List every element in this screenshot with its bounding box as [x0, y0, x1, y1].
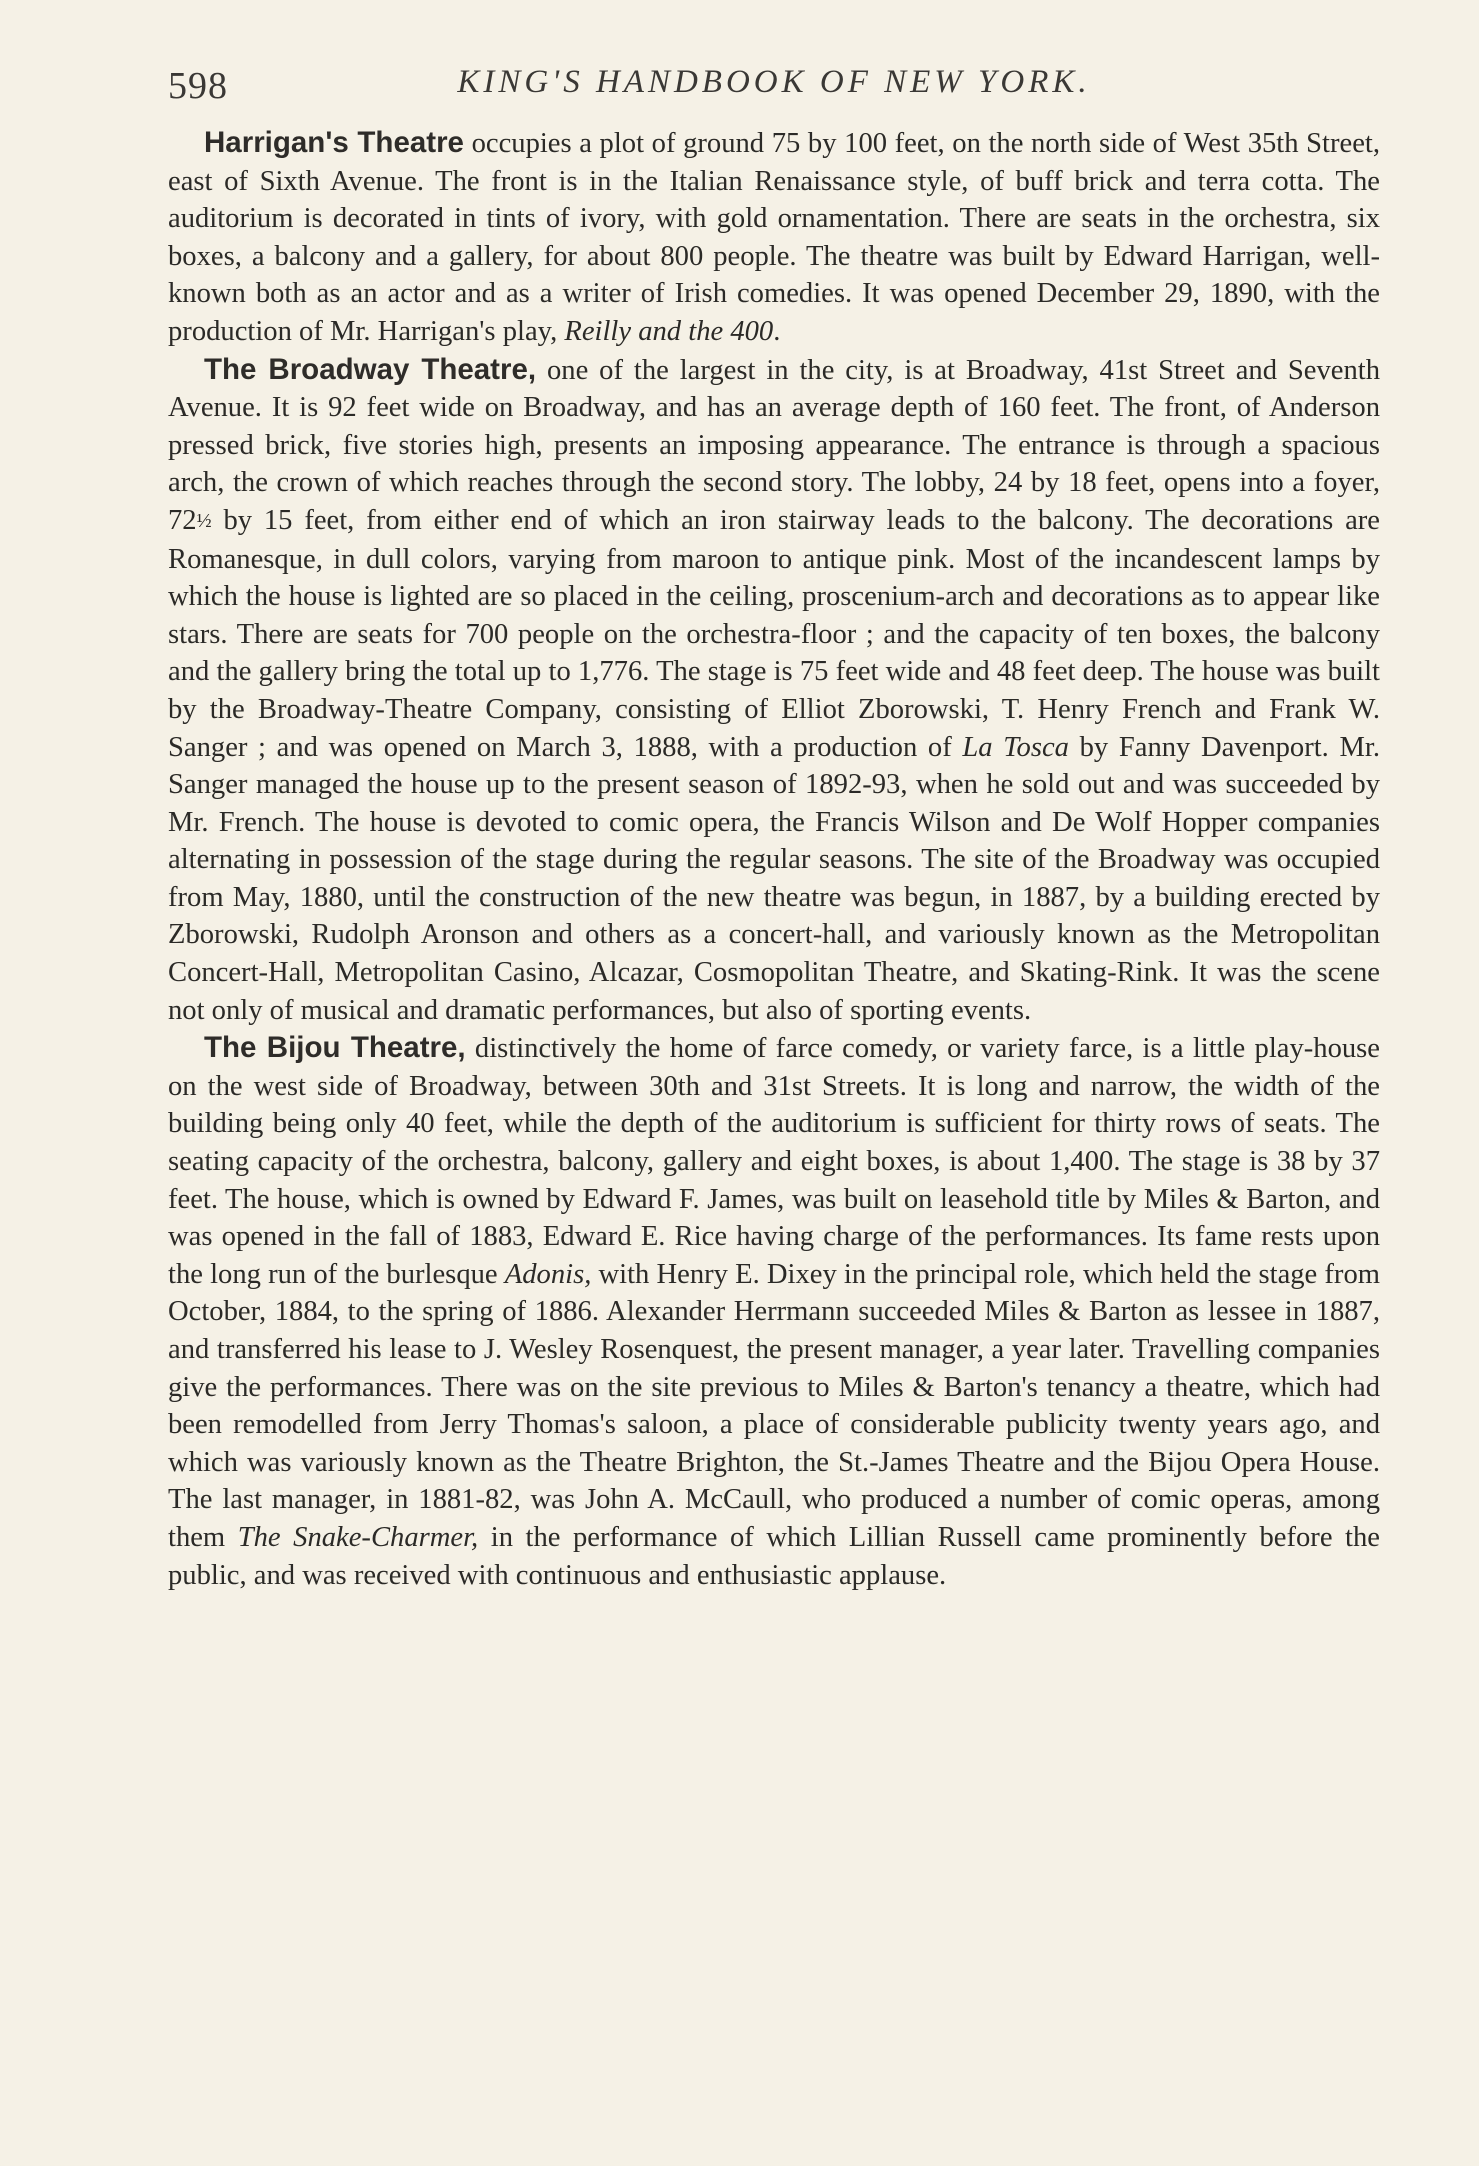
- bijou-text-3: in the performance of which Lillian Russell came prominently before the public, and was received with continuous and enthusiastic applause.: [168, 1521, 1380, 1591]
- page-number: 598: [168, 65, 228, 107]
- broadway-text-1: one of the largest in the city, is at Broadway, 41st Street and Seventh Avenue. It is 92 feet wide on Broadway, and has an average depth of 160 feet. The front, of Anderson pressed brick, five stories high, presents an imposing appearance. The entrance is through a spacious arch, the crown of which reaches through the second story. The lobby, 24 by 18 feet, opens into a foyer, 72: [168, 354, 1381, 536]
- fraction-half: ½: [196, 509, 212, 532]
- play-title-snake-charmer: The Snake-Charmer,: [237, 1521, 479, 1553]
- broadway-text-2: by 15 feet, from either end of which an iron stairway leads to the balcony. The decorations are Romanesque, in dull colors, varying from maroon to antique pink. Most of the incandescent lamps by which the house is lighted are so placed in the ceiling, proscenium-arch and decorations as to appear like stars. There are seats for 700 people on the orchestra-floor ; and the capacity of ten boxes, the balcony and the gallery bring the total up to 1,776. The stage is 75 feet wide and 48 feet deep. The house was built by the Broadway-Theatre Company, consisting of Elliot Zborowski, T. Henry French and Frank W. Sanger ; and was opened on March 3, 1888, with a production of: [168, 504, 1380, 763]
- broadway-text-3: by Fanny Davenport. Mr. Sanger managed the house up to the present season of 1892-93, when he sold out and was succeeded by Mr. French. The house is devoted to comic opera, the Francis Wilson and De Wolf Hopper companies alternating in possession of the stage during the regular seasons. The site of the Broadway was occupied from May, 1880, until the construction of the new theatre was begun, in 1887, by a building erected by Zborowski, Rudolph Aronson and others as a concert-hall, and variously known as the Metropolitan Concert-Hall, Metropolitan Casino, Alcazar, Cosmopolitan Theatre, and Skating-Rink. It was the scene not only of musical and dramatic performances, but also of sporting events.: [168, 731, 1380, 1026]
- paragraph-harrigans-theatre: [168, 124, 1380, 351]
- play-title-adonis: Adonis,: [504, 1258, 592, 1290]
- running-head: [168, 58, 1380, 118]
- harrigan-text-end: .: [773, 315, 781, 347]
- paragraph-bijou-theatre: [168, 1029, 1380, 1594]
- lead-harrigans-theatre: Harrigan's Theatre: [204, 126, 464, 159]
- lead-bijou-theatre: The Bijou Theatre,: [204, 1031, 466, 1065]
- bijou-text-1: distinctively the home of farce comedy, or variety farce, is a little play-house on the west side of Broadway, between 30th and 31st Streets. It is long and narrow, the width of the building being only 40 feet, while the depth of the auditorium is sufficient for thirty rows of seats. The seating capacity of the orchestra, balcony, gallery and eight boxes, is about 1,400. The stage is 38 by 37 feet. The house, which is owned by Edward F. James, was built on leasehold title by Miles & Barton, and was opened in the fall of 1883, Edward E. Rice having charge of the performances. Its fame rests upon the long run of the burlesque: [168, 1033, 1380, 1290]
- bijou-text-2: with Henry E. Dixey in the principal role, which held the stage from October, 1884, to the spring of 1886. Alexander Herrmann succeeded Miles & Barton as lessee in 1887, and transferred his lease to J. Wesley Rosenquest, the present manager, a year later. Travelling companies give the performances. There was on the site previous to Miles & Barton's tenancy a theatre, which had been remodelled from Jerry Thomas's saloon, a place of considerable publicity twenty years ago, and which was variously known as the Theatre Brighton, the St.-James Theatre and the Bijou Opera House. The last manager, in 1881-82, was John A. McCaull, who produced a number of comic operas, among them: [168, 1258, 1380, 1553]
- harrigan-text: occupies a plot of ground 75 by 100 feet, on the north side of West 35th Street, east of Sixth Avenue. The front is in the Italian Renaissance style, of buff brick and terra cotta. The auditorium is decorated in tints of ivory, with gold ornamentation. There are seats in the orchestra, six boxes, a balcony and a gallery, for about 800 people. The theatre was built by Edward Harrigan, well-known both as an actor and as a writer of Irish comedies. It was opened December 29, 1890, with the production of Mr. Harrigan's play,: [168, 128, 1380, 347]
- lead-broadway-theatre: The Broadway Theatre,: [204, 352, 537, 386]
- running-title: KING'S HANDBOOK OF NEW YORK.: [457, 64, 1091, 100]
- body-text: [168, 124, 1380, 1594]
- play-title-reilly: Reilly and the 400: [564, 315, 774, 347]
- paragraph-broadway-theatre: [168, 351, 1380, 1030]
- play-title-la-tosca: La Tosca: [962, 731, 1069, 763]
